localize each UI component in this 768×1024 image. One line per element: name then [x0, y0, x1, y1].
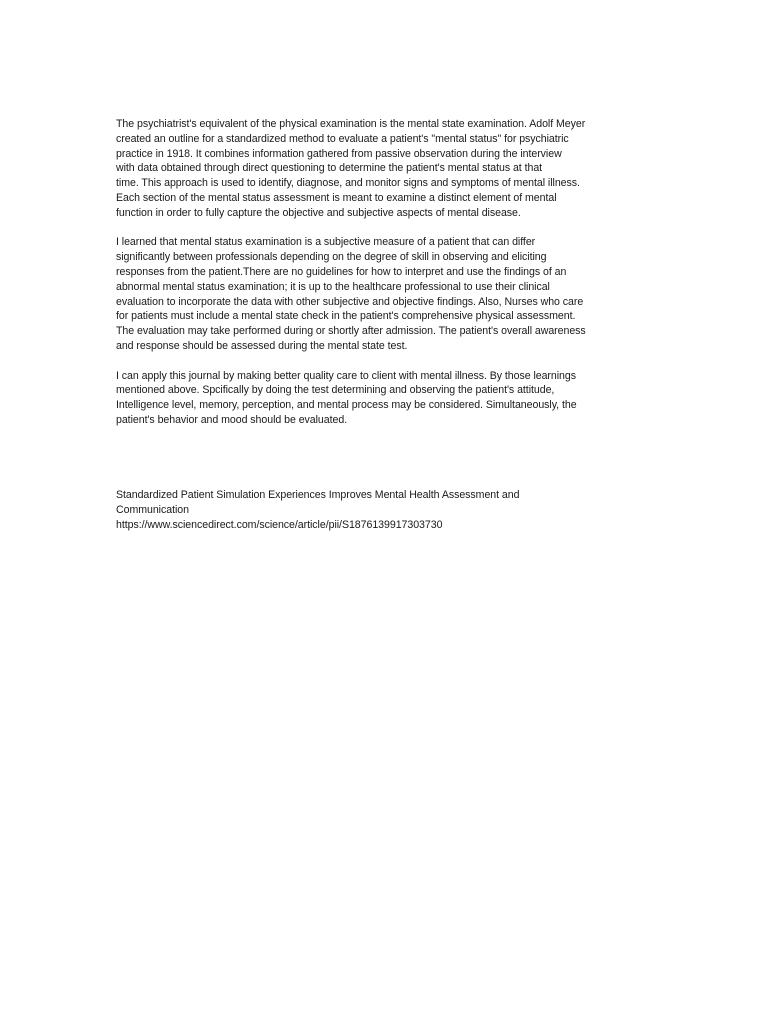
text-line: Each section of the mental status assessment is meant to examine a distinct element of mental: [116, 191, 557, 204]
paragraph-mental-state-exam: [116, 117, 656, 221]
text-line: practice in 1918. It combines information gathered from passive observation during the interview: [116, 147, 562, 160]
text-line: abnormal mental status examination; it is up to the healthcare professional to use their clinical: [116, 280, 550, 293]
text-line: I learned that mental status examination is a subjective measure of a patient that can differ: [116, 236, 536, 249]
text-line: I can apply this journal by making better quality care to client with mental illness. By those learnings: [116, 369, 576, 382]
text-line: patient's behavior and mood should be evaluated.: [116, 413, 348, 426]
reference-title-line: Standardized Patient Simulation Experiences Improves Mental Health Assessment and: [116, 489, 520, 501]
reference-title-line: Communication: [116, 503, 189, 516]
document-body: [116, 117, 656, 443]
text-line: created an outline for a standardized method to evaluate a patient's "mental status" for psychiatric: [116, 132, 569, 145]
paragraph-learnings: [116, 235, 656, 353]
reference-block: [116, 488, 656, 532]
text-line: with data obtained through direct questioning to determine the patient's mental status at that: [116, 162, 543, 175]
text-line: evaluation to incorporate the data with other subjective and objective findings. Also, Nurses who care: [116, 295, 584, 308]
reference-url: https://www.sciencedirect.com/science/article/pii/S1876139917303730: [116, 518, 443, 531]
text-line: The evaluation may take performed during or shortly after admission. The patient's overall awareness: [116, 325, 586, 338]
text-line: Intelligence level, memory, perception, and mental process may be considered. Simultaneously, the: [116, 399, 577, 412]
text-line: significantly between professionals depending on the degree of skill in observing and eliciting: [116, 251, 547, 264]
paragraph-application: [116, 369, 656, 428]
text-line: function in order to fully capture the objective and subjective aspects of mental disease.: [116, 206, 521, 219]
text-line: mentioned above. Spcifically by doing the test determining and observing the patient's attitude,: [116, 384, 555, 397]
text-line: The psychiatrist's equivalent of the physical examination is the mental state examination. Adolf Meyer: [116, 118, 586, 130]
text-line: and response should be assessed during the mental state test.: [116, 339, 408, 352]
text-line: responses from the patient.There are no guidelines for how to interpret and use the findings of an: [116, 265, 567, 278]
text-line: for patients must include a mental state check in the patient's comprehensive physical assessment.: [116, 310, 576, 323]
text-line: time. This approach is used to identify, diagnose, and monitor signs and symptoms of mental illness.: [116, 177, 580, 190]
